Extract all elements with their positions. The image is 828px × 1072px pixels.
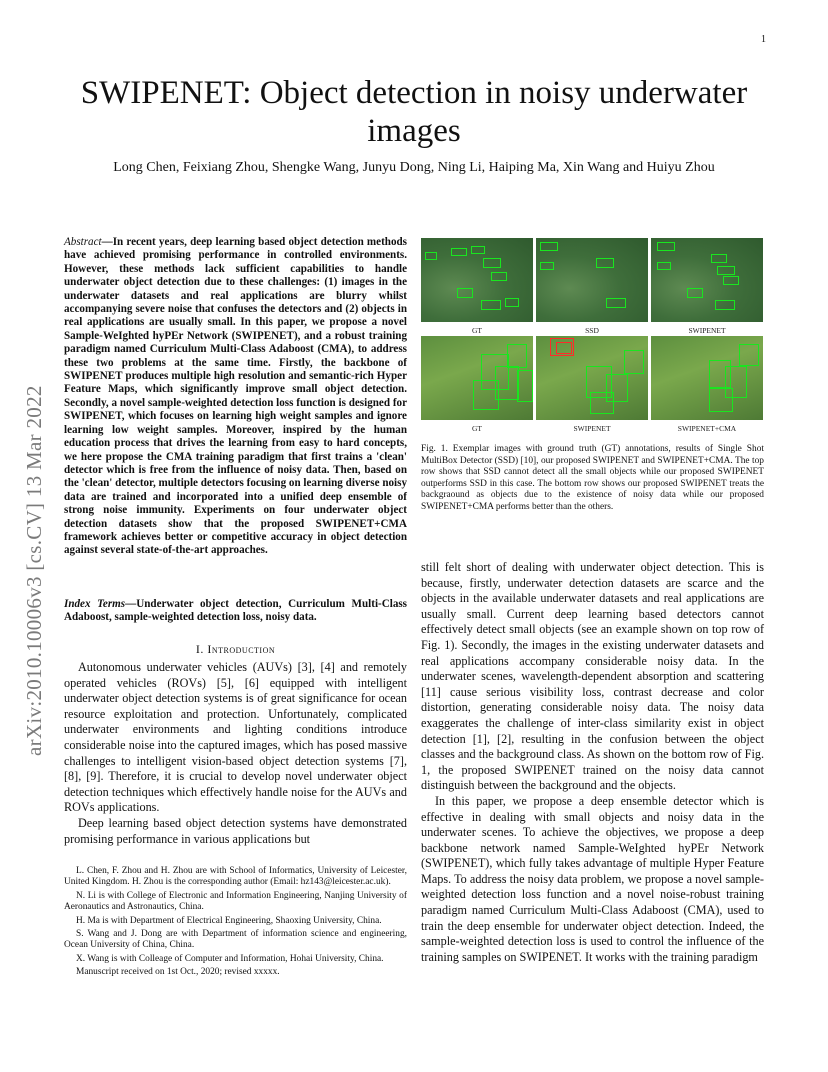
footnote: L. Chen, F. Zhou and H. Zhou are with School of Informatics, University of Leicester, United Kingdom. H. Zhou is the corresponding author (Email: hz143@leicester.ac.uk). <box>64 866 407 888</box>
section-title: Introduction <box>207 642 276 656</box>
page-number: 1 <box>761 34 766 45</box>
figure-1-caption: Fig. 1. Exemplar images with ground truth (GT) annotations, results of Single Shot MultiBox Detector (SSD) [10], our proposed SWIPENET and SWIPENET+CMA. The top row shows that SSD cannot detect all the small objects while our proposed SWIPENET outperforms SSD in this case. The bottom row shows our proposed SWIPENET treats the backgraound as objects due to the existence of noisy data while our proposed SWIPENET+CMA performs better than the others. <box>421 444 764 512</box>
detection-box <box>709 388 733 412</box>
intro-paragraph: In this paper, we propose a deep ensemble detector which is effective in dealing with small objects and noisy data in the underwater scenes. To achieve the objectives, we propose a deep backbone network named Sample-WeIghted hyPEr Network (SWIPENET), which fully takes advantage of multiple Hyper Feature Maps. To address the noisy data problem, we propose a novel sample-weighted detection loss function and a novel noise-robust training paradigm named Curriculum Multi-Class Adaboost (CMA), used to train the deep ensemble for underwater object detection. Indeed, the sample-weighted detection loss is used to control the influence of the training samples on SWIPENET. It works with the training paradigm <box>421 793 764 964</box>
detection-box <box>505 298 519 307</box>
intro-paragraph: Autonomous underwater vehicles (AUVs) [3], [4] and remotely operated vehicles (ROVs) [5], [6] equipped with intelligent underwater object detection systems is of great significance for ocean resource exploitation and protection. Unfortunately, complicated underwater environments and lighting conditions introduce considerable noise into the captured images, which has posed massive challenges to intelligent vision-based object detection systems [7], [8], [9]. Therefore, it is crucial to develop novel underwater object detection techniques which effectively handle noise for the AUVs and ROVs applications. <box>64 660 407 815</box>
intro-right-column <box>421 560 764 965</box>
footnotes <box>64 866 407 981</box>
intro-paragraph: still felt short of dealing with underwater object detection. This is because, firstly, underwater detection datasets are scarce and the objects in the available underwater datasets and real applications are usually small. Current deep learning based detectors cannot effectively detect small objects (see an example shown on top row of Fig. 1). Secondly, the images in the existing underwater datasets and real applications accompany considerable noisy data. In the underwater scenes, wavelength-dependent absorption and scattering [11] cause serious visibility loss, contrast decrease and color distortion, generating considerable noisy data. The noisy data exaggerates the challenge of inter-class similarity exist in object detection [1], [2], resulting in the confusion between the object classes and the background class. As shown on the bottom row of Fig. 1, the proposed SWIPENET trained on the noisy data cannot distinguish between the background and the objects. <box>421 560 764 793</box>
detection-box <box>596 258 614 268</box>
footnote: N. Li is with College of Electronic and Information Engineering, Nanjing University of Aeronautics and Astronautics, China. <box>64 890 407 913</box>
image-swipenet-bottom <box>536 336 648 433</box>
image-swipenet-cma-bottom <box>651 336 763 433</box>
detection-box <box>657 242 675 251</box>
index-terms-label: Index Terms <box>64 598 126 610</box>
intro-left-column <box>64 660 407 847</box>
detection-box <box>457 288 473 298</box>
caption-gt: GT <box>472 424 482 433</box>
figure-1 <box>421 238 764 433</box>
intro-paragraph: Deep learning based object detection systems have demonstrated promising performance in various applications but <box>64 815 407 846</box>
detection-box <box>715 300 735 310</box>
section-heading <box>64 642 407 657</box>
arxiv-identifier: arXiv:2010.10006v3 [cs.CV] 13 Mar 2022 <box>22 385 46 756</box>
footnote: H. Ma is with Department of Electrical Engineering, Shaoxing University, China. <box>76 915 382 926</box>
detection-box <box>491 272 507 281</box>
detection-box <box>711 254 727 263</box>
caption-swipenet-cma: SWIPENET+CMA <box>677 424 737 433</box>
index-terms <box>64 598 407 625</box>
footnote: X. Wang is with Colleage of Computer and Information, Hohai University, China. <box>76 953 384 964</box>
author-list: Long Chen, Feixiang Zhou, Shengke Wang, Junyu Dong, Ning Li, Haiping Ma, Xin Wang and Huiyu Zhou <box>113 160 715 175</box>
caption-ssd: SSD <box>585 326 599 335</box>
detection-box <box>657 262 671 270</box>
detection-box <box>739 344 759 366</box>
detection-box <box>540 262 554 270</box>
detection-box <box>540 242 558 251</box>
caption-swipenet: SWIPENET <box>688 326 726 335</box>
index-terms-text: —Underwater object detection, Curriculum Multi-Class Adaboost, sample-weighted detection loss, noisy data. <box>64 598 407 624</box>
detection-box <box>723 276 739 285</box>
detection-box <box>507 344 527 368</box>
footnote: S. Wang and J. Dong are with Department of information science and engineering, Ocean University of China, China. <box>64 929 407 951</box>
detection-box <box>451 248 467 256</box>
detection-box <box>517 370 533 402</box>
image-gt-bottom <box>421 336 533 433</box>
detection-box <box>483 258 501 268</box>
footnote: Manuscript received on 1st Oct., 2020; revised xxxxx. <box>76 967 280 978</box>
section-number: I. <box>195 642 204 656</box>
abstract-text: —In recent years, deep learning based object detection methods have achieved promising performance in controlled environments. However, these methods lack sufficient capabilities to handle underwater object detection due to these challenges: (1) images in the underwater datasets and real applications are blurry whilst accompanying severe noise that confuses the detectors and (2) objects in real applications are usually small. In this paper, we propose a novel Sample-WeIghted hyPEr Network (SWIPENET), and a robust training paradigm named Curriculum Multi-Class Adaboost (CMA), to address these two problems at the same time. Firstly, the backbone of SWIPENET produces multiple high resolution and semantic-rich Hyper Feature Maps, which significantly improve small object detection. Secondly, a novel sample-weighted detection loss function is designed for SWIPENET, which focuses on learning high weight samples and ignore learning low weight samples. Moreover, inspired by the human education process that drives the learning from easy to hard concepts, we here propose the CMA training paradigm that first trains a 'clean' detector which is free from the influence of noisy data. Then, based on the 'clean' detector, multiple detectors focusing on learning diverse noisy data are trained and incorporated into a unified deep ensemble of strong noise immunity. Experiments on four underwater object detection datasets show that the proposed SWIPENET+CMA framework achieves better or competitive accuracy in object detection against several state-of-the-art approaches. <box>64 236 407 557</box>
image-ssd-top <box>536 238 648 335</box>
image-swipenet-top <box>651 238 763 335</box>
false-positive-box <box>556 342 572 354</box>
paper-title: SWIPENET: Object detection in noisy underwater images <box>80 75 748 149</box>
detection-box <box>687 288 703 298</box>
detection-box <box>473 380 499 410</box>
abstract-label: Abstract <box>64 236 102 248</box>
detection-box <box>606 298 626 308</box>
detection-box <box>471 246 485 254</box>
caption-swipenet: SWIPENET <box>573 424 611 433</box>
abstract <box>64 236 407 558</box>
detection-box <box>717 266 735 275</box>
detection-box <box>590 392 614 414</box>
caption-gt: GT <box>472 326 482 335</box>
image-gt-top <box>421 238 533 335</box>
detection-box <box>624 350 644 374</box>
detection-box <box>425 252 437 260</box>
detection-box <box>481 300 501 310</box>
arxiv-sidebar <box>16 280 56 760</box>
